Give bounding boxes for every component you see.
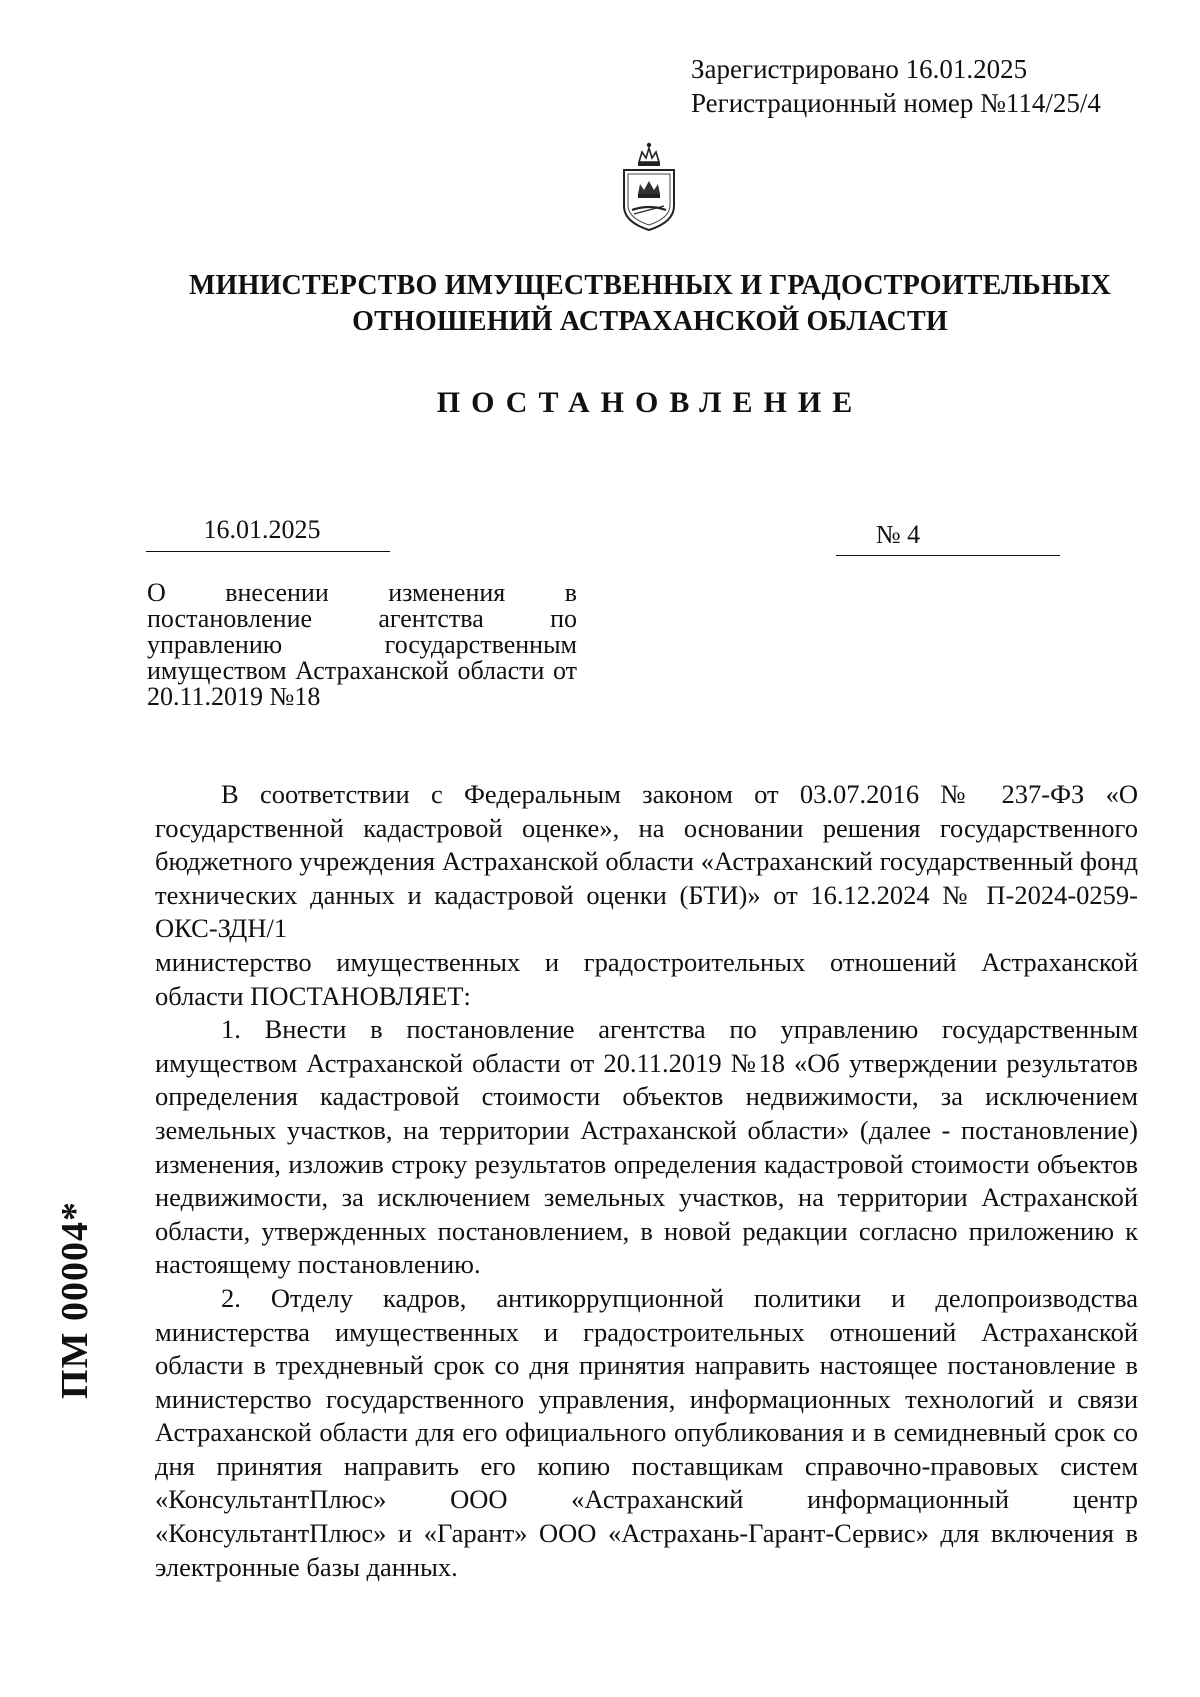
item-2-paragraph: 2. Отделу кадров, антикоррупционной политики и делопроизводства министерства имущественных и градостроительных отношений Астраханской области в трехдневный срок со дня принятия направить настоящее постановление в министерство государственного управления, информационных технологий и связи Астраханской области для его официального опубликования и в семидневный срок со дня принятия направить его копию поставщикам справочно-правовых систем «КонсультантПлюс» ООО «Астраханский информационный центр «КонсультантПлюс» и «Гарант» ООО «Астрахань-Гарант-Сервис» для включения в электронные базы данных. [155, 1282, 1138, 1582]
item-1-paragraph: 1. Внести в постановление агентства по управлению государственным имуществом Астраханской области от 20.11.2019 №18 «Об утверждении результатов определения кадастровой стоимости объектов недвижимости, за исключением земельных участков, на территории Астраханской области» (далее - постановление) изменения, изложив строку результатов определения кадастровой стоимости объектов недвижимости, за исключением земельных участков, на территории Астраханской области, утвержденных постановлением, в новой редакции согласно приложению к настоящему постановлению. [155, 1014, 1138, 1280]
registration-date: Зарегистрировано 16.01.2025 [691, 54, 1028, 84]
preamble-paragraph: В соответствии с Федеральным законом от 03.07.2016 № 237-ФЗ «О государственной кадастровой оценке», на основании решения государственного бюджетного учреждения Астраханской области «Астраханский государственный фонд технических данных и кадастровой оценки (БТИ)» от 16.12.2024 № П-2024-0259-ОКС-ЗДН/1 [155, 779, 1138, 944]
ministry-heading-line1: МИНИСТЕРСТВО ИМУЩЕСТВЕННЫХ И ГРАДОСТРОИТЕЛЬНЫХ [188, 270, 1111, 301]
decree-date: 16.01.2025 [146, 515, 390, 552]
ministry-heading [100, 268, 1200, 340]
side-stamp [45, 1150, 105, 1450]
registration-number: Регистрационный номер №114/25/4 [691, 88, 1101, 118]
coat-of-arms-icon [612, 134, 686, 234]
decree-number: № 4 [836, 520, 1060, 556]
decree-body [155, 778, 1138, 1584]
decree-subject: О внесении изменения в постановление агентства по управлению государственным имуществом Астраханской области от 20.11.2019 №18 [147, 578, 577, 711]
ministry-heading-line2: ОТНОШЕНИЙ АСТРАХАНСКОЙ ОБЛАСТИ [352, 306, 948, 337]
resolves-paragraph: министерство имущественных и градостроительных отношений Астраханской области ПОСТАНОВЛЯЕТ: [155, 946, 1138, 1011]
document-type-title: ПОСТАНОВЛЕНИЕ [436, 386, 864, 419]
registration-block [691, 52, 1101, 120]
side-stamp-text: ПМ 00004* [54, 1201, 96, 1399]
